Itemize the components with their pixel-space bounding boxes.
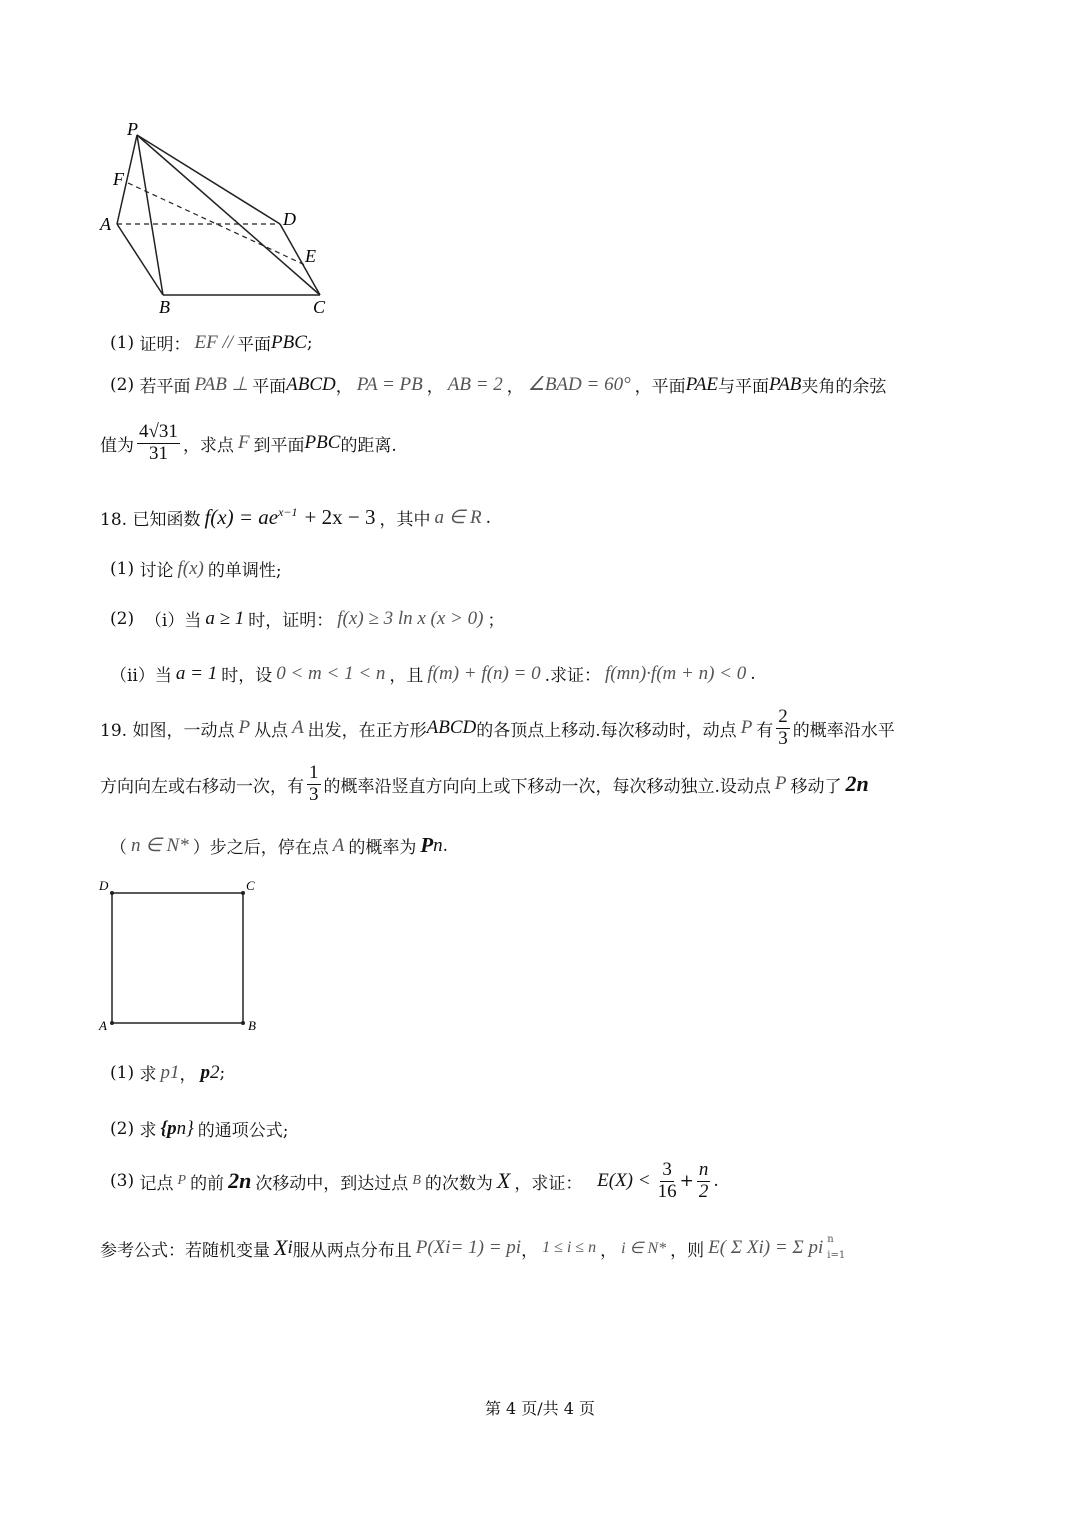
- text: 的距离.: [340, 435, 397, 456]
- math: P: [238, 717, 251, 739]
- math: PAE: [685, 373, 719, 395]
- text: （: [110, 838, 127, 858]
- math: 1: [170, 1061, 180, 1083]
- math: a ≥ 1: [205, 607, 245, 629]
- math: A: [292, 717, 304, 739]
- math: f(mn)·f(m + n) < 0: [605, 662, 747, 684]
- text: ，: [521, 1240, 539, 1261]
- math: i: [817, 1237, 824, 1258]
- label-D: D: [283, 209, 296, 229]
- label-C: C: [313, 297, 326, 317]
- math: B: [412, 1173, 421, 1189]
- math: P: [774, 773, 787, 795]
- denominator: 31: [148, 442, 168, 464]
- math: n ∈ N*: [131, 835, 189, 856]
- q19-part3: [110, 1160, 719, 1203]
- math: 2n: [228, 1168, 252, 1194]
- math: P(X: [415, 1237, 446, 1258]
- text: .: [713, 1171, 719, 1192]
- numerator: n: [698, 1159, 709, 1180]
- denominator: 3: [309, 783, 319, 805]
- text: 时，证明：: [248, 611, 334, 631]
- sum-upper: n: [827, 1234, 834, 1245]
- text: （ⅰ）当: [144, 611, 202, 631]
- text: 时，设: [221, 666, 273, 686]
- text: ，求证：: [514, 1173, 583, 1194]
- math: 0 < m < 1 < n: [276, 662, 386, 684]
- text: 从点: [254, 720, 289, 741]
- label-F: F: [113, 169, 124, 189]
- numerator: 1: [309, 762, 319, 783]
- text: 的通项公式;: [197, 1121, 289, 1141]
- math: {p: [160, 1117, 177, 1139]
- text: 记点: [139, 1173, 174, 1194]
- math: i: [758, 1237, 764, 1258]
- q17-part2: [110, 372, 886, 397]
- math: = 1) = p: [450, 1237, 516, 1258]
- text: ，其中: [379, 510, 431, 530]
- text: ;: [306, 332, 313, 353]
- math: 2: [210, 1061, 220, 1083]
- label-A: A: [100, 214, 111, 234]
- text: .求证：: [544, 666, 602, 686]
- math: i ∈ N*: [621, 1240, 667, 1257]
- q17-part2-cont: [100, 422, 397, 465]
- math: x−1: [278, 505, 298, 519]
- denominator: 3: [778, 727, 788, 749]
- text: 平面: [252, 377, 287, 397]
- fraction: [697, 1160, 711, 1203]
- label-A: A: [99, 1018, 107, 1033]
- part-number: (2): [110, 608, 135, 629]
- text: 的单调性;: [207, 561, 282, 581]
- text: .: [485, 507, 492, 528]
- text: 的前: [190, 1173, 225, 1194]
- q18-part2i: [110, 606, 504, 631]
- q19-line2: [100, 763, 873, 806]
- text: ，: [335, 377, 353, 397]
- text: 服从两点分布且: [292, 1240, 412, 1261]
- text: .: [750, 663, 756, 684]
- text: 值为: [100, 435, 134, 456]
- math: 2n: [845, 771, 869, 797]
- math: X: [496, 1168, 511, 1194]
- q18-part2ii: [110, 661, 756, 686]
- text: ，求点: [182, 435, 234, 456]
- text: 的次数为: [424, 1173, 493, 1194]
- math: a ∈ R: [434, 507, 482, 528]
- numerator: 3: [662, 1159, 672, 1180]
- fraction: [658, 1160, 677, 1203]
- sum-limits: [827, 1232, 845, 1264]
- label-B: B: [248, 1018, 256, 1033]
- q19-line1: [100, 707, 895, 750]
- math: E(X) <: [597, 1170, 651, 1192]
- part-number: (3): [110, 1171, 135, 1192]
- part-number: (2): [110, 1118, 135, 1139]
- math: ABCD: [286, 373, 336, 395]
- text: ）步之后，停在点: [192, 838, 329, 858]
- text: 的概率为: [348, 838, 417, 858]
- math: P: [740, 717, 753, 739]
- text: ，且: [389, 666, 424, 686]
- text: 夹角的余弦: [801, 377, 887, 397]
- q17-part1: [110, 330, 313, 355]
- text: 讨论: [139, 561, 174, 581]
- label-D: D: [99, 878, 109, 893]
- label-P: P: [127, 119, 138, 139]
- math: E( Σ X: [708, 1237, 759, 1258]
- text: 到平面: [253, 435, 305, 456]
- math: f(x) ≥ 3 ln x (x > 0): [337, 607, 484, 629]
- page-footer: 第 4 页/共 4 页: [484, 1399, 596, 1418]
- text: 证明：: [139, 335, 191, 355]
- label-B: B: [159, 297, 170, 317]
- text: ，: [506, 377, 524, 397]
- math: n: [176, 1117, 187, 1139]
- math: A: [332, 834, 345, 856]
- part-number: (1): [110, 1062, 135, 1083]
- math: }: [186, 1117, 194, 1139]
- text: ，: [426, 377, 444, 397]
- math: i: [515, 1237, 522, 1258]
- math: + 2x − 3: [304, 505, 376, 529]
- math: AB = 2: [447, 373, 503, 395]
- math: ABCD: [426, 717, 477, 739]
- math: PBC: [271, 331, 307, 353]
- math: f(x): [177, 557, 204, 579]
- math: PBC: [304, 432, 341, 454]
- part-number: (1): [110, 332, 135, 353]
- q18-part1: [110, 556, 282, 581]
- math: i: [445, 1237, 451, 1258]
- text: 若平面: [139, 377, 191, 397]
- text: ，: [600, 1240, 618, 1261]
- part-number: (1): [110, 558, 135, 579]
- math: PA = PB: [356, 373, 423, 395]
- fraction: [776, 707, 790, 750]
- math: a = 1: [175, 662, 218, 684]
- text: 的各顶点上移动.每次移动时，动点: [476, 720, 737, 741]
- math: PAB ⊥: [194, 374, 249, 395]
- q19-line3: [110, 833, 448, 858]
- q18-stem: [100, 505, 491, 530]
- math: ∠BAD = 60°: [527, 374, 631, 395]
- text: ，平面: [634, 377, 686, 397]
- math: f(x) = ae: [204, 505, 279, 529]
- math: 1 ≤ i ≤ n: [542, 1239, 597, 1256]
- text: 19. 如图，一动点: [100, 720, 235, 741]
- text: 求: [139, 1121, 157, 1141]
- math: F: [237, 432, 250, 454]
- math: f(m) + f(n) = 0: [427, 662, 541, 684]
- text: 的概率沿竖直方向向上或下移动一次，每次移动独立.设动点: [323, 776, 771, 797]
- label-E: E: [305, 246, 316, 266]
- part-number: (2): [110, 374, 135, 395]
- math: P: [420, 833, 434, 857]
- math: n: [433, 834, 443, 856]
- text: 求: [139, 1065, 157, 1085]
- text: 参考公式：若随机变量: [100, 1240, 270, 1261]
- text: 平面: [237, 335, 272, 355]
- q19-part1: [110, 1060, 225, 1085]
- square-figure: [95, 875, 270, 1035]
- pyramid-figure: [95, 115, 345, 325]
- math: PAB: [769, 373, 802, 395]
- fraction: [137, 422, 180, 465]
- text: ，则: [670, 1240, 705, 1261]
- text: 次移动中，到达过点: [255, 1173, 409, 1194]
- fraction: [307, 763, 321, 806]
- math: p: [160, 1061, 170, 1083]
- text: ；: [487, 611, 505, 631]
- math: p: [200, 1061, 210, 1083]
- reference-formula: [100, 1232, 845, 1264]
- label-C: C: [246, 878, 255, 893]
- text: ;: [219, 1062, 226, 1083]
- math: EF //: [194, 331, 234, 353]
- text: 方向向左或右移动一次，有: [100, 776, 304, 797]
- text: 与平面: [718, 377, 770, 397]
- math: X: [274, 1235, 288, 1260]
- text: （ⅱ）当: [110, 666, 172, 686]
- denominator: 2: [698, 1180, 709, 1202]
- plus: +: [679, 1171, 694, 1192]
- math: P: [177, 1173, 187, 1189]
- numerator: 2: [778, 706, 788, 727]
- text: 移动了: [790, 776, 842, 797]
- math: ) = Σ p: [763, 1237, 818, 1258]
- text: ，: [179, 1065, 197, 1085]
- text: 出发，在正方形: [307, 720, 427, 741]
- math: i: [287, 1237, 293, 1258]
- text: 的概率沿水平: [792, 720, 895, 741]
- sum-lower: i=1: [827, 1250, 846, 1261]
- numerator: 4√31: [139, 421, 178, 442]
- text: 有: [756, 720, 774, 741]
- q19-part2: [110, 1116, 288, 1141]
- denominator: 16: [657, 1180, 677, 1202]
- text: .: [442, 835, 449, 856]
- text: 18. 已知函数: [100, 510, 201, 530]
